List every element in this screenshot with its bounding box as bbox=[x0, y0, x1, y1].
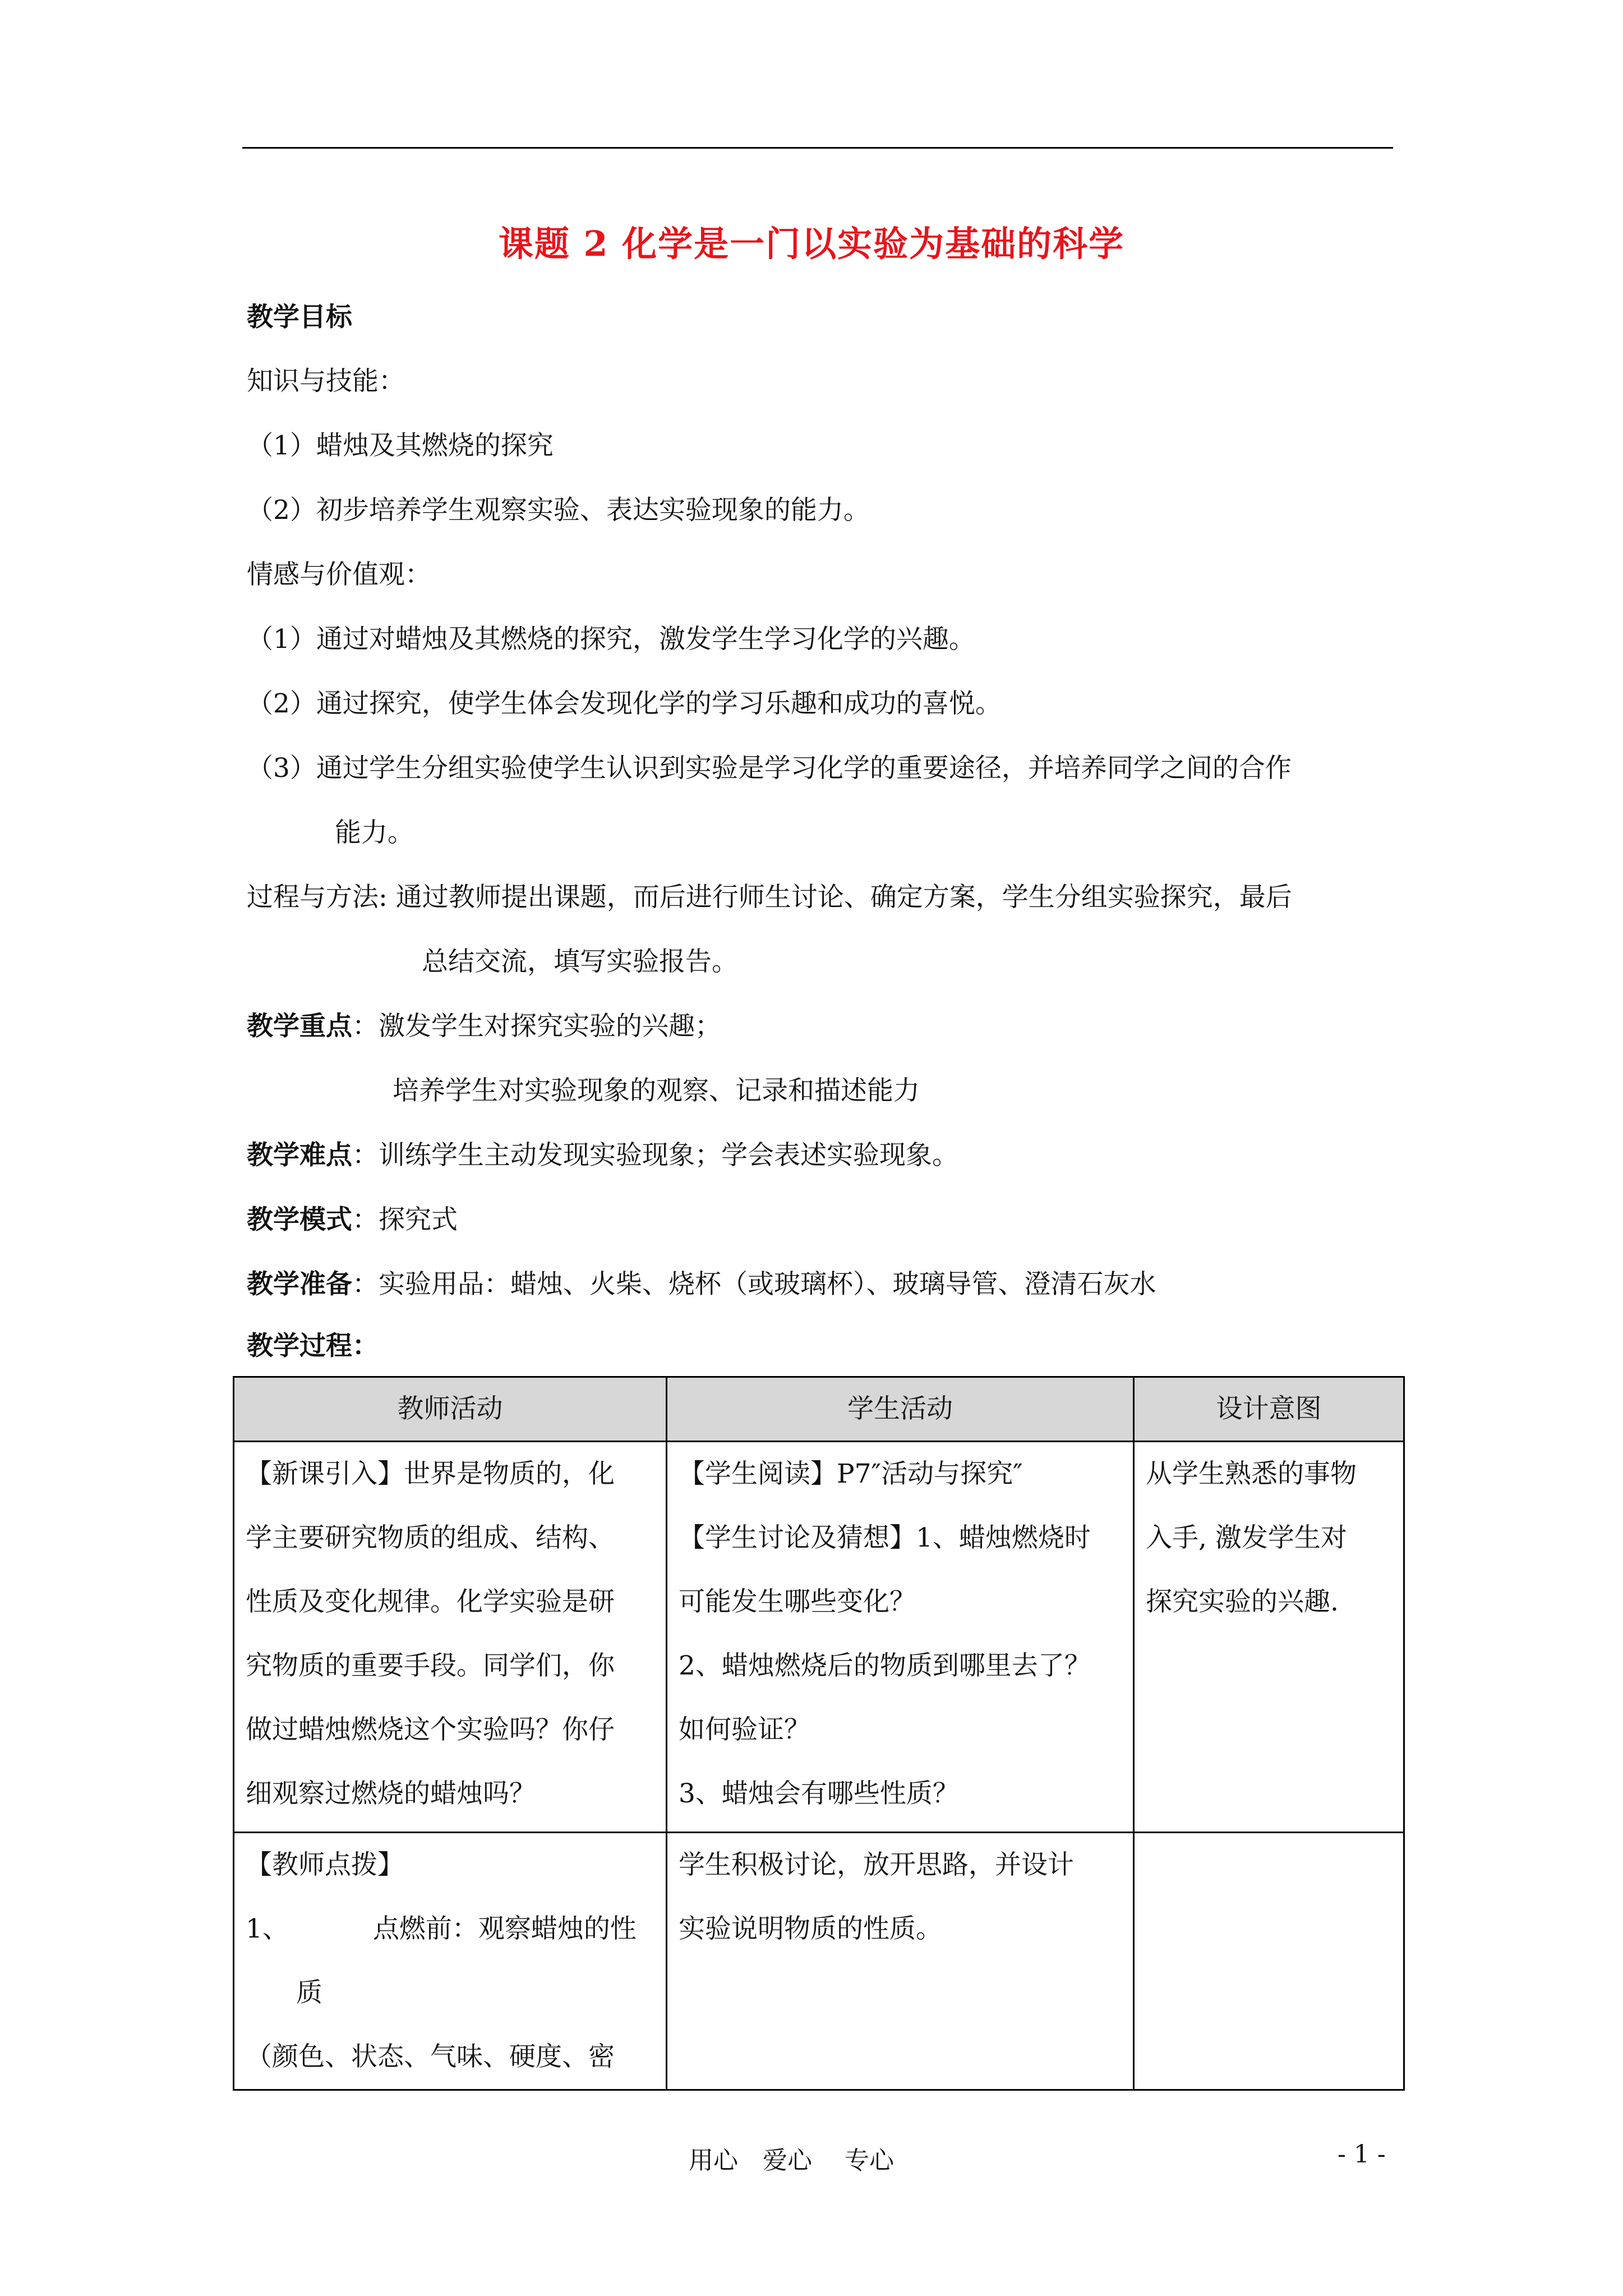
process-heading: 教学过程： bbox=[247, 1331, 379, 1361]
row2-teacher-item-text: 点燃前：观察蜡烛的性 bbox=[372, 1913, 637, 1944]
table-header-row bbox=[234, 1377, 1404, 1442]
row2-design-cell bbox=[1134, 1833, 1404, 2090]
knowledge-item-1: （1）蜡烛及其燃烧的探究 bbox=[247, 430, 554, 461]
page-title: 课题 2 化学是一门以实验为基础的科学 bbox=[498, 223, 1125, 264]
row2-teacher-item-cont: 质 bbox=[296, 1977, 322, 2008]
difficulties-text: ：训练学生主动发现实验现象；学会表述实验现象。 bbox=[352, 1140, 958, 1171]
row2-student-cell bbox=[667, 1833, 1134, 2090]
knowledge-heading: 知识与技能： bbox=[247, 366, 405, 397]
row1-student-line: 3、蜡烛会有哪些性质？ bbox=[679, 1778, 959, 1809]
row1-teacher-line: 【新课引入】世界是物质的，化 bbox=[246, 1458, 615, 1489]
emotion-item-3: （3）通过学生分组实验使学生认识到实验是学习化学的重要途径，并培养同学之间的合作 bbox=[247, 753, 1292, 784]
row2-student-line: 学生积极讨论，放开思路，并设计 bbox=[679, 1849, 1074, 1880]
process-method-cont: 总结交流，填写实验报告。 bbox=[422, 946, 738, 977]
footer-motto: 用心 爱心 专心 bbox=[689, 2146, 894, 2175]
row1-teacher-line: 性质及变化规律。化学实验是研 bbox=[246, 1586, 615, 1617]
knowledge-item-2: （2）初步培养学生观察实验、表达实验现象的能力。 bbox=[247, 495, 870, 526]
emotion-item-2: （2）通过探究，使学生体会发现化学的学习乐趣和成功的喜悦。 bbox=[247, 688, 1002, 719]
preparation-label: 教学准备 bbox=[247, 1269, 352, 1300]
emotion-heading: 情感与价值观： bbox=[247, 559, 431, 590]
row2-student-line: 实验说明物质的性质。 bbox=[679, 1913, 942, 1944]
row1-design-line: 探究实验的兴趣. bbox=[1146, 1586, 1339, 1617]
header-rule bbox=[242, 147, 1393, 149]
mode-label: 教学模式 bbox=[247, 1204, 352, 1235]
row1-design-line: 入手, 激发学生对 bbox=[1146, 1522, 1347, 1553]
objectives-heading: 教学目标 bbox=[247, 302, 352, 333]
process-method-label: 过程与方法 bbox=[247, 882, 379, 913]
row1-student-line: 如何验证？ bbox=[679, 1714, 810, 1745]
mode-text: ：探究式 bbox=[352, 1204, 458, 1235]
row2-teacher-num: 1、 bbox=[246, 1913, 289, 1944]
preparation-text: ：实验用品：蜡烛、火柴、烧杯（或玻璃杯）、玻璃导管、澄清石灰水 bbox=[352, 1269, 1156, 1300]
process-table bbox=[233, 1376, 1405, 2091]
row2-teacher-last: （颜色、状态、气味、硬度、密 bbox=[246, 2041, 615, 2072]
difficulties-label: 教学难点 bbox=[247, 1140, 352, 1171]
row1-teacher-line: 究物质的重要手段。同学们，你 bbox=[246, 1650, 615, 1681]
key-points-label: 教学重点 bbox=[247, 1011, 352, 1042]
row1-student-line: 【学生阅读】P7″活动与探究″ bbox=[679, 1458, 1023, 1489]
key-points-line2: 培养学生对实验现象的观察、记录和描述能力 bbox=[393, 1075, 920, 1106]
row1-teacher-line: 细观察过燃烧的蜡烛吗？ bbox=[246, 1778, 536, 1809]
row1-design-line: 从学生熟悉的事物 bbox=[1146, 1458, 1357, 1489]
row1-student-line: 可能发生哪些变化？ bbox=[679, 1586, 916, 1617]
row1-student-cell bbox=[667, 1442, 1134, 1833]
process-method bbox=[247, 881, 1292, 914]
emotion-item-1: （1）通过对蜡烛及其燃烧的探究，激发学生学习化学的兴趣。 bbox=[247, 624, 975, 655]
preparation bbox=[247, 1268, 1156, 1301]
row2-teacher-head: 【教师点拨】 bbox=[246, 1849, 404, 1880]
key-points bbox=[247, 1010, 721, 1043]
header-teacher: 教师活动 bbox=[234, 1377, 667, 1442]
row1-teacher-line: 学主要研究物质的组成、结构、 bbox=[246, 1522, 615, 1553]
key-points-line1: ：激发学生对探究实验的兴趣； bbox=[352, 1011, 721, 1042]
row1-design-cell bbox=[1134, 1442, 1404, 1833]
row2-teacher-cell bbox=[234, 1833, 667, 2090]
table-row bbox=[234, 1442, 1404, 1833]
row2-teacher-item bbox=[246, 1897, 654, 1961]
header-design: 设计意图 bbox=[1134, 1377, 1404, 1442]
difficulties bbox=[247, 1139, 958, 1172]
process-method-text: : 通过教师提出课题，而后进行师生讨论、确定方案，学生分组实验探究，最后 bbox=[379, 882, 1292, 913]
row1-teacher-cell bbox=[234, 1442, 667, 1833]
header-student: 学生活动 bbox=[667, 1377, 1134, 1442]
row1-student-line: 2、蜡烛燃烧后的物质到哪里去了？ bbox=[679, 1650, 1091, 1681]
table-row bbox=[234, 1833, 1404, 2090]
row1-student-line: 【学生讨论及猜想】1、蜡烛燃烧时 bbox=[679, 1522, 1091, 1553]
page-number: - 1 - bbox=[1338, 2140, 1386, 2169]
emotion-item-3-cont: 能力。 bbox=[335, 817, 414, 848]
row1-teacher-line: 做过蜡烛燃烧这个实验吗？你仔 bbox=[246, 1714, 615, 1745]
teaching-mode bbox=[247, 1203, 458, 1237]
